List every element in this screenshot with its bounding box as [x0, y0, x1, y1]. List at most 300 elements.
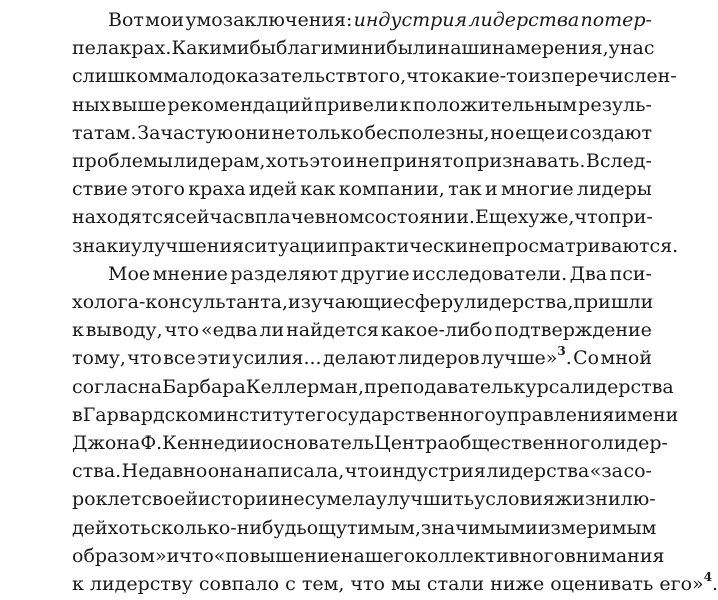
emphasis-text: лидерства [468, 9, 580, 31]
text-run: Недавно [121, 460, 208, 483]
text-run: и [166, 544, 180, 567]
text-run: какие-то [440, 65, 529, 88]
text-line [72, 201, 652, 233]
word [201, 314, 258, 346]
word [573, 286, 653, 318]
text-run: сколько-нибудь [150, 516, 307, 539]
word [485, 173, 498, 205]
word [492, 32, 609, 64]
text-run: положительным [412, 93, 578, 116]
word [162, 427, 249, 459]
word [72, 89, 111, 121]
text-run: лидерам, [173, 150, 266, 172]
word [569, 117, 652, 149]
word [179, 540, 214, 572]
word [465, 145, 586, 177]
text-run: бесполезны, [364, 121, 490, 144]
text-run: проблемы [72, 150, 173, 172]
text-run: написала, [243, 460, 345, 483]
text-run: еще [515, 121, 556, 144]
word [276, 32, 361, 64]
word [342, 145, 355, 177]
text-run: дей [72, 516, 108, 539]
word [230, 258, 338, 290]
text-run: лидерства, [464, 291, 574, 313]
footnote-marker: 4 [703, 569, 713, 584]
text-run: значимым [420, 516, 526, 539]
text-run: знаки [72, 234, 131, 257]
word [376, 483, 474, 515]
emphasis-text: потер- [580, 9, 652, 31]
word [246, 371, 364, 403]
word [364, 201, 475, 233]
text-run: слишком [72, 65, 164, 88]
text-run: что [344, 460, 380, 483]
text-run: лидеры [576, 178, 652, 201]
text-run: мнение [152, 262, 228, 285]
text-run: Вслед- [585, 150, 652, 172]
text-run: пришли [573, 291, 654, 313]
text-line [72, 117, 652, 149]
word [365, 117, 490, 149]
word [262, 427, 374, 459]
text-run: состоянии. [364, 206, 475, 229]
word [286, 314, 379, 346]
text-run: . [712, 573, 718, 595]
word [131, 230, 244, 262]
word [72, 540, 167, 572]
word [620, 32, 655, 64]
text-run: измеримым [537, 516, 657, 539]
word [571, 371, 674, 403]
word [556, 117, 569, 149]
text-run: сумела [304, 488, 376, 511]
word [122, 455, 208, 487]
text-run: хуже, [517, 206, 575, 229]
text-run: к [72, 319, 84, 342]
text-run: что [127, 347, 162, 370]
word [305, 483, 376, 515]
text-run: привели [314, 93, 399, 116]
text-run: к [399, 93, 412, 116]
text-run: что [164, 319, 200, 342]
word [214, 540, 341, 572]
text-run: но [490, 121, 515, 144]
word [574, 201, 609, 233]
text-run: тому, [72, 347, 126, 370]
text-run: Джона [72, 432, 141, 454]
word [438, 32, 492, 64]
text-run: общественного [448, 432, 602, 454]
text-line [72, 89, 652, 121]
text-run: государственного [316, 403, 496, 426]
word [341, 258, 410, 290]
text-run: Центра [374, 432, 449, 454]
text-run: «едва [200, 319, 258, 342]
text-run: что [574, 206, 609, 229]
text-run: «за [589, 460, 624, 483]
word [501, 173, 574, 205]
text-run: Еще [474, 206, 518, 229]
text-run: ствие [72, 178, 128, 201]
text-run: преподаватель [364, 375, 514, 398]
text-run: при- [608, 206, 653, 229]
word [490, 117, 514, 149]
word [421, 512, 525, 544]
word [586, 145, 652, 177]
text-line [72, 483, 656, 515]
text-run: лидер- [601, 432, 668, 454]
text-run: резуль- [578, 93, 652, 116]
word [551, 60, 677, 92]
word [281, 483, 305, 515]
text-line [72, 230, 679, 262]
word [380, 145, 464, 177]
text-run: краха [188, 178, 246, 201]
word [323, 342, 396, 374]
text-run: условия [474, 488, 555, 511]
word [296, 117, 364, 149]
word [357, 60, 406, 92]
text-run: со- [623, 460, 652, 483]
word [72, 427, 140, 459]
word [578, 89, 652, 121]
text-run: Гарвардском [82, 403, 214, 426]
word [474, 483, 555, 515]
text-run: внимания [565, 544, 665, 567]
word [518, 201, 575, 233]
word [573, 342, 599, 374]
word [415, 540, 565, 572]
text-run: просматриваются. [492, 234, 679, 257]
text-run: что [179, 544, 214, 567]
word [341, 540, 415, 572]
text-run: лидерства [486, 460, 590, 483]
text-run: изучающие [287, 291, 405, 313]
text-run: нашего [340, 544, 416, 567]
word [86, 314, 163, 346]
text-run: как [300, 178, 336, 201]
text-run: практически [338, 234, 469, 257]
word [525, 512, 538, 544]
text-line [72, 342, 652, 374]
word [72, 483, 107, 515]
word [162, 371, 246, 403]
word [515, 117, 555, 149]
word [175, 201, 244, 233]
word [72, 145, 173, 177]
word [72, 455, 121, 487]
text-run: разделяют [230, 262, 339, 285]
word [345, 455, 380, 487]
word [538, 512, 657, 544]
word [406, 60, 441, 92]
text-line [72, 455, 652, 487]
text-run: ли [259, 319, 285, 342]
word [492, 230, 678, 262]
word [108, 4, 144, 36]
word [72, 60, 163, 92]
word [72, 512, 108, 544]
text-run: Барбара [162, 375, 246, 398]
word [213, 399, 316, 431]
text-run: «повышение [213, 544, 341, 567]
text-line [72, 568, 718, 600]
text-run: в [72, 403, 83, 426]
text-run: имени [614, 403, 679, 426]
word [188, 173, 245, 205]
word [140, 427, 162, 459]
text-run: все [163, 347, 196, 370]
text-run: Два [569, 262, 608, 285]
text-run: и [485, 178, 498, 201]
word [271, 117, 295, 149]
text-run: это [309, 150, 342, 172]
text-run: к лидерству совпало с тем, что мы стали ниже оценивать его» [72, 573, 704, 595]
word [381, 314, 493, 346]
word [565, 540, 664, 572]
text-run: исследователи. [412, 262, 568, 285]
text-run: не [280, 488, 305, 511]
word [468, 4, 579, 36]
text-run: выводу, [85, 319, 163, 342]
text-run: согласна [72, 375, 163, 398]
word [72, 399, 83, 431]
text-run: Вот [108, 9, 144, 31]
text-run: в [244, 206, 255, 229]
word [496, 399, 615, 431]
word [609, 201, 653, 233]
word [127, 342, 162, 374]
word [413, 89, 578, 121]
text-line [72, 540, 665, 572]
text-run: лю- [620, 488, 656, 511]
text-run: найдется [286, 319, 379, 342]
text-run: мало [163, 65, 213, 88]
word [494, 314, 651, 346]
word [307, 512, 421, 544]
word [386, 32, 437, 64]
word [468, 230, 492, 262]
text-run: ощутимым, [306, 516, 421, 539]
text-run: истории [198, 488, 281, 511]
text-run: лидерства [570, 375, 674, 398]
word [108, 258, 150, 290]
word [361, 32, 386, 64]
text-run: того, [356, 65, 407, 88]
word [398, 342, 480, 374]
word [244, 230, 338, 262]
word [464, 286, 573, 318]
word [600, 342, 652, 374]
word [107, 483, 141, 515]
text-run: Кеннеди [162, 432, 250, 454]
text-run: ных [72, 93, 111, 116]
text-run: наши [437, 37, 492, 60]
text-run: и [556, 121, 569, 144]
word [610, 258, 652, 290]
text-run: принято [380, 150, 465, 172]
word [338, 230, 468, 262]
word [400, 89, 412, 121]
text-run: какое-либо [380, 319, 493, 342]
word [185, 4, 352, 36]
text-line [72, 145, 652, 177]
word [441, 60, 528, 92]
text-line [72, 173, 652, 205]
emphasis-text: индустрия [353, 9, 468, 31]
text-run: сейчас [174, 206, 245, 229]
word [621, 483, 656, 515]
text-run: Со [573, 347, 600, 370]
word [72, 371, 162, 403]
word [448, 173, 482, 205]
word [602, 427, 668, 459]
text-run: не [271, 121, 296, 144]
word [259, 314, 284, 346]
word [198, 483, 281, 515]
word [163, 60, 213, 92]
text-line [72, 371, 674, 403]
word [570, 258, 607, 290]
word [72, 342, 126, 374]
text-run: они [233, 121, 271, 144]
text-run: не [355, 150, 380, 172]
text-run: Ф. [140, 432, 163, 454]
word [167, 540, 180, 572]
text-run: намерения, [491, 37, 609, 60]
text-line [72, 314, 652, 346]
text-run: улучшения [130, 234, 245, 257]
text-run: Зачастую [137, 121, 234, 144]
text-run: основатель [261, 432, 375, 454]
word [528, 60, 551, 92]
text-line [108, 258, 652, 290]
text-run: не [468, 234, 493, 257]
text-run: другие [340, 262, 410, 285]
text-run: хоть [265, 150, 309, 172]
word [288, 286, 404, 318]
word [213, 60, 357, 92]
word [72, 201, 175, 233]
text-run: коллективного [415, 544, 566, 567]
word [197, 342, 231, 374]
word [141, 483, 198, 515]
text-run: выше [111, 93, 167, 116]
text-run: пси- [609, 262, 652, 285]
word [266, 145, 309, 177]
text-run: улучшить [375, 488, 475, 511]
text-run: усилия... [232, 347, 322, 370]
word [151, 512, 307, 544]
text-run: мои [145, 9, 185, 31]
word [72, 286, 288, 318]
text-run: благими [276, 37, 361, 60]
word [364, 371, 513, 403]
text-run: у [608, 37, 620, 60]
word [163, 342, 196, 374]
word [609, 32, 620, 64]
text-run: создают [569, 121, 652, 144]
word [72, 32, 119, 64]
word [249, 32, 276, 64]
word [72, 173, 128, 205]
text-run: и [342, 150, 356, 172]
text-line [108, 4, 652, 36]
word [614, 399, 678, 431]
text-run: бы [249, 37, 277, 60]
word [249, 173, 297, 205]
text-run: признавать. [464, 150, 586, 172]
word [108, 512, 151, 544]
text-line [72, 427, 668, 459]
text-run: из [528, 65, 552, 88]
text-run: идей [248, 178, 298, 201]
text-run: она [207, 460, 244, 483]
word [314, 89, 398, 121]
text-run: холога-консультанта, [72, 291, 288, 313]
text-run: эти [197, 347, 231, 370]
word [623, 455, 652, 487]
word [475, 201, 518, 233]
text-run: так [448, 178, 482, 201]
text-run: многие [500, 178, 574, 201]
text-run: . [565, 347, 572, 370]
word [577, 173, 652, 205]
word [83, 399, 214, 431]
word [249, 427, 262, 459]
text-run: институте [213, 403, 316, 426]
word [244, 201, 255, 233]
text-run: компании, [338, 178, 445, 201]
text-run: лидеров [397, 347, 480, 370]
text-line [72, 60, 677, 92]
word [339, 173, 445, 205]
word [354, 4, 467, 36]
word [404, 286, 464, 318]
word [449, 427, 602, 459]
word [153, 258, 228, 290]
text-run: ни [360, 37, 387, 60]
word [486, 455, 589, 487]
text-run: только [296, 121, 364, 144]
word [119, 32, 171, 64]
word [481, 342, 572, 374]
text-run: Келлерман, [245, 375, 365, 398]
text-run: крах. [119, 37, 172, 60]
word [356, 145, 380, 177]
text-run: жизни [554, 488, 621, 511]
text-line [72, 399, 679, 431]
word [580, 4, 652, 36]
text-run: мной [600, 347, 652, 370]
text-run: перечислен- [551, 65, 677, 88]
word [145, 4, 184, 36]
word [72, 314, 84, 346]
text-run: ситуации [244, 234, 338, 257]
text-run: Какими [171, 37, 250, 60]
text-line [72, 32, 655, 64]
text-run: доказательств [212, 65, 357, 88]
text-run: рекомендаций [167, 93, 314, 116]
word [590, 455, 623, 487]
text-run: Мое [108, 262, 151, 285]
word [300, 173, 335, 205]
text-run: пела [72, 37, 120, 60]
text-run: ства. [72, 460, 122, 483]
text-run: хоть [107, 516, 151, 539]
footnote-marker: 3 [557, 344, 566, 359]
